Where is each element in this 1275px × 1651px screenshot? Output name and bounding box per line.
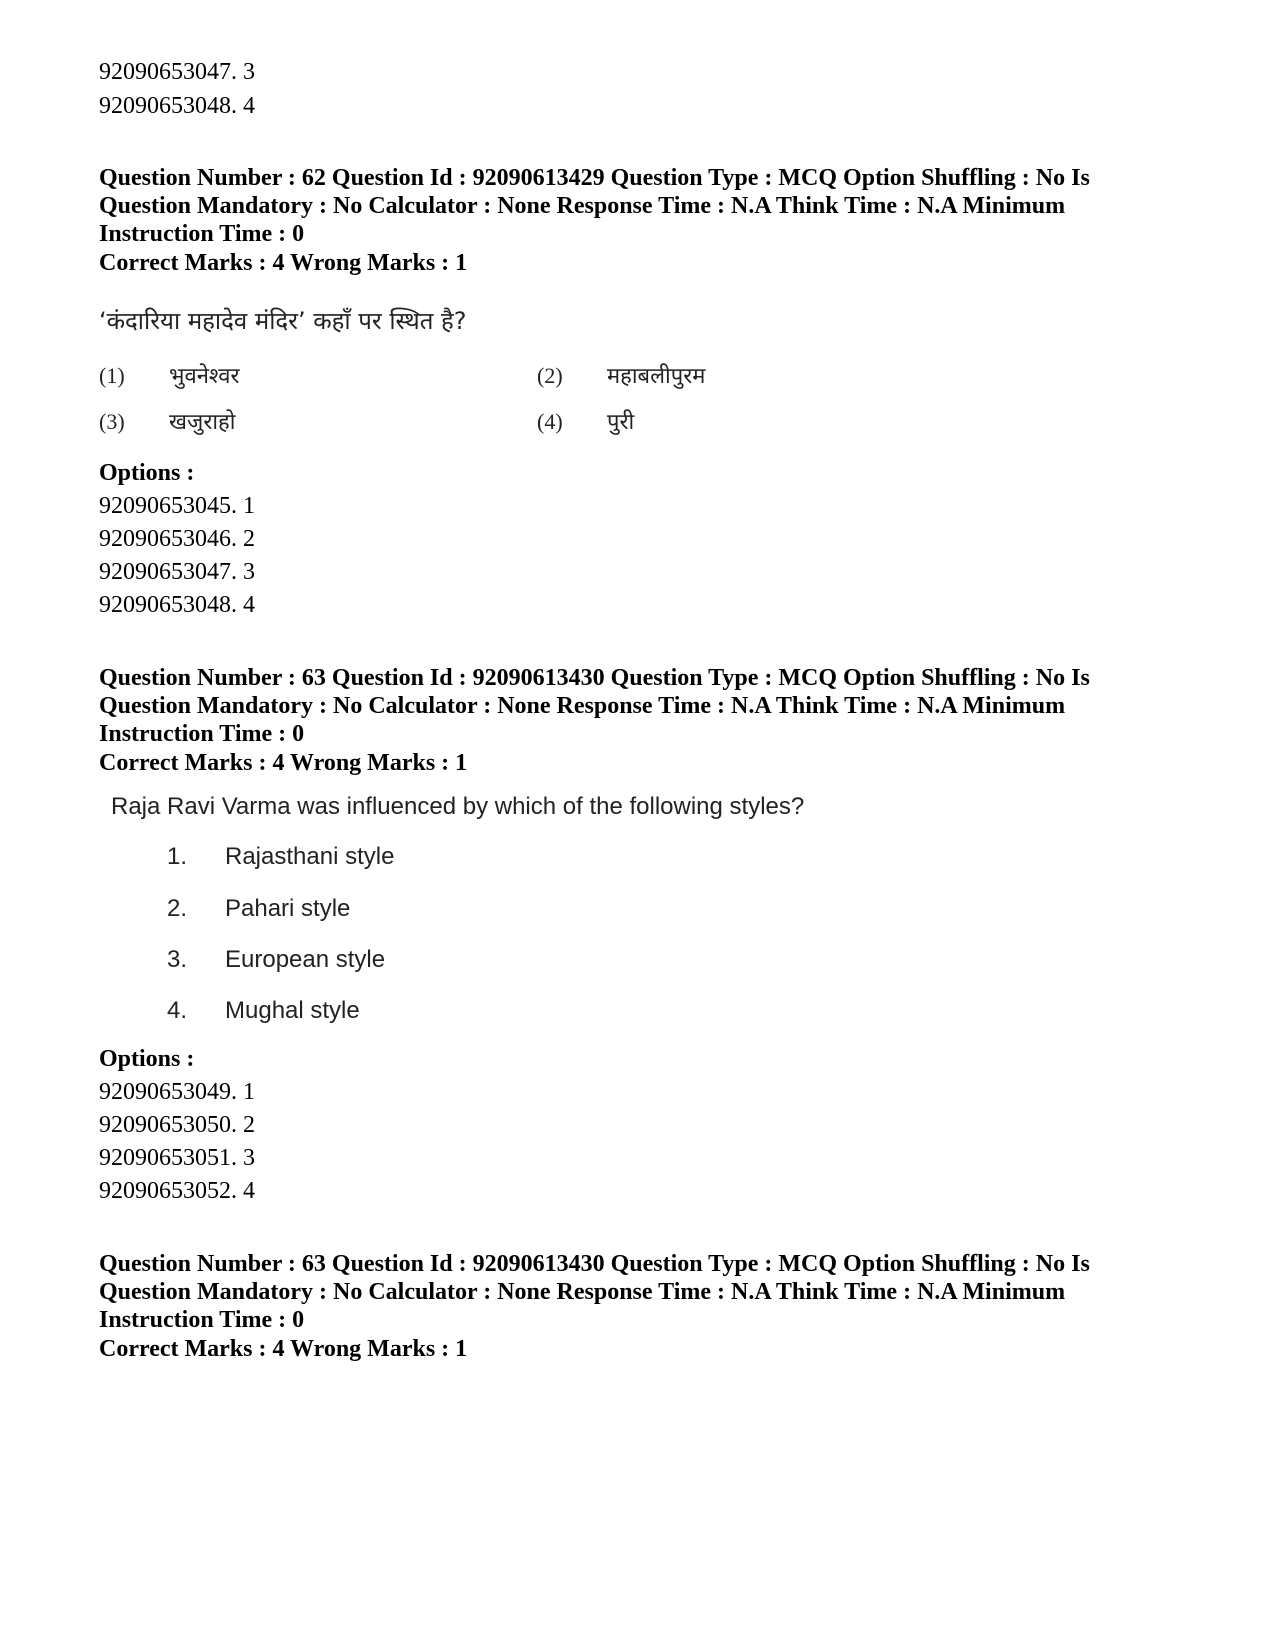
choice-text: भुवनेश्वर xyxy=(169,364,240,389)
question-header: Question Number : 63 Question Id : 92090613430 Question Type : MCQ Option Shuffling : No Is Question Mandatory : No Calculator : None Response Time : N.A Think Time : N.A Minimum Instruction Time : 0 xyxy=(99,665,1090,747)
option-line: 92090653049. 1 xyxy=(99,1079,255,1105)
question-63-marks xyxy=(99,746,1189,780)
question-header: Question Number : 62 Question Id : 92090613429 Question Type : MCQ Option Shuffling : No Is Question Mandatory : No Calculator : None Response Time : N.A Think Time : N.A Minimum Instruction Time : 0 xyxy=(99,165,1090,247)
choice-text: Pahari style xyxy=(225,895,351,922)
choice-1 xyxy=(167,843,394,871)
marks-line: Correct Marks : 4 Wrong Marks : 1 xyxy=(99,1336,468,1362)
choice-number: (2) xyxy=(537,363,563,388)
choice-text: European style xyxy=(225,946,386,973)
choice-number: 2. xyxy=(167,895,188,922)
question-63b-marks xyxy=(99,1332,1189,1366)
question-header: Question Number : 63 Question Id : 92090613430 Question Type : MCQ Option Shuffling : No Is Question Mandatory : No Calculator : None Response Time : N.A Think Time : N.A Minimum Instruction Time : 0 xyxy=(99,1251,1090,1333)
options-label: Options : xyxy=(99,460,195,486)
marks-line: Correct Marks : 4 Wrong Marks : 1 xyxy=(99,750,468,776)
choice-number: 3. xyxy=(167,946,188,973)
option-line: 92090653046. 2 xyxy=(99,526,255,552)
choice-text: महाबलीपुरम xyxy=(607,364,706,389)
option-line: 92090653051. 3 xyxy=(99,1145,255,1171)
choice-4 xyxy=(167,997,360,1025)
option-line: 92090653047. 3 xyxy=(99,559,255,585)
choice-text: खजुराहो xyxy=(169,410,236,435)
question-62-header xyxy=(99,164,1189,248)
choice-number: 1. xyxy=(167,843,188,870)
question-63-header xyxy=(99,664,1189,748)
choice-text: Mughal style xyxy=(225,997,360,1024)
choice-number: (1) xyxy=(99,363,125,388)
question-62-options xyxy=(99,456,1189,622)
carryover-options xyxy=(99,55,1189,123)
question-62-text: ‘कंदारिया महादेव मंदिर’ कहाँ पर स्थित है? xyxy=(99,307,467,335)
options-label: Options : xyxy=(99,1046,195,1072)
option-line: 92090653047. 3 xyxy=(99,59,255,85)
choice-text: Rajasthani style xyxy=(225,843,395,870)
choice-number: (3) xyxy=(99,409,125,434)
choice-number: 4. xyxy=(167,997,188,1024)
option-line: 92090653050. 2 xyxy=(99,1112,255,1138)
choice-2 xyxy=(537,360,705,390)
choice-1 xyxy=(99,360,240,390)
choice-number: (4) xyxy=(537,409,563,434)
choice-4 xyxy=(537,406,634,436)
option-line: 92090653052. 4 xyxy=(99,1178,255,1204)
choice-text: पुरी xyxy=(607,410,635,435)
option-line: 92090653048. 4 xyxy=(99,93,255,119)
choice-2 xyxy=(167,895,350,923)
question-63b-header xyxy=(99,1250,1189,1334)
question-63-text: Raja Ravi Varma was influenced by which of the following styles? xyxy=(111,793,805,820)
question-63-options xyxy=(99,1042,1189,1208)
choice-3 xyxy=(99,406,235,436)
marks-line: Correct Marks : 4 Wrong Marks : 1 xyxy=(99,250,468,276)
option-line: 92090653048. 4 xyxy=(99,592,255,618)
question-62-marks xyxy=(99,246,1189,280)
choice-3 xyxy=(167,946,385,974)
option-line: 92090653045. 1 xyxy=(99,493,255,519)
